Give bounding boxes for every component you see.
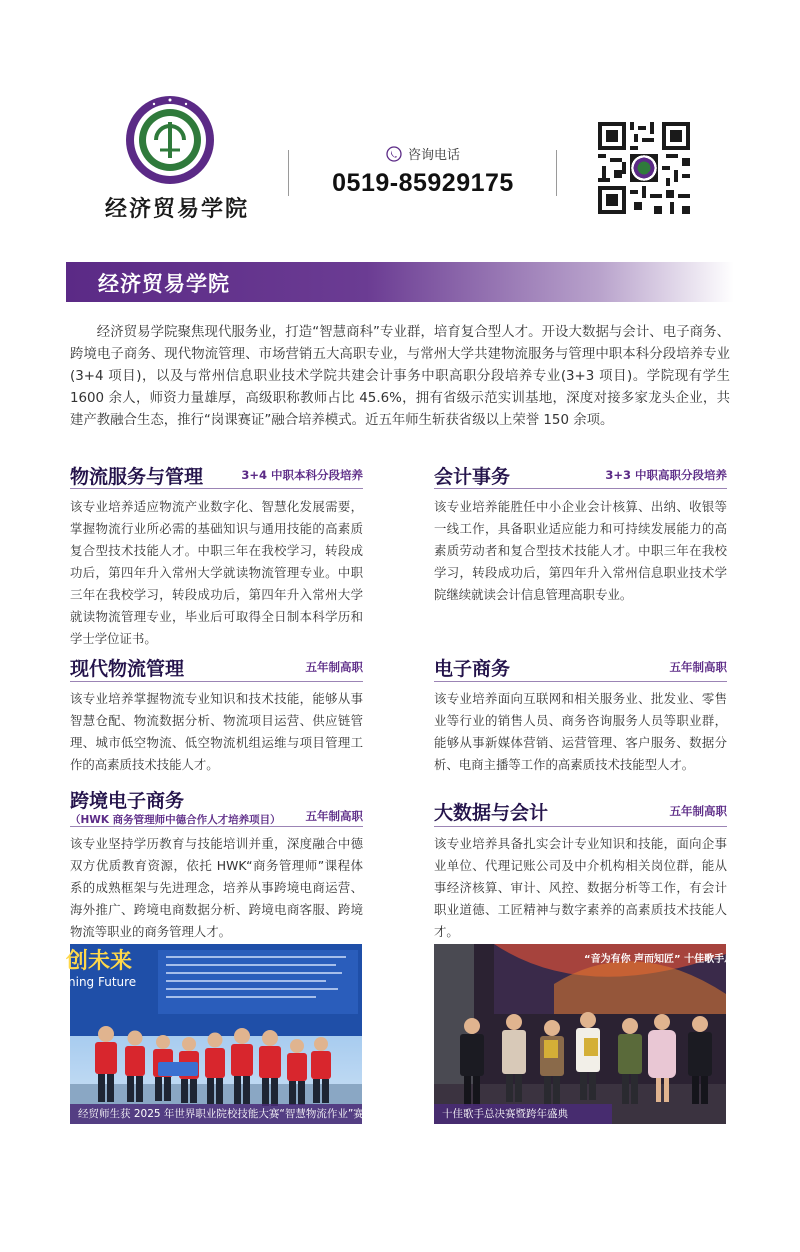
- section-big-data-accounting-header: [434, 798, 727, 828]
- logo-text: 经济贸易学院: [104, 196, 249, 222]
- backdrop-text: “音为有你 声而知匠” 十佳歌手总: [584, 954, 735, 965]
- section-tag: 3+4 中职本科分段培养: [241, 468, 363, 482]
- section-cross-border-body: 该专业坚持学历教育与技能培训并重，深度融合中德双方优质教育资源，依托 HWK“商务管理师”课程体系的成熟框架与先进理念，培养从事跨境电商运营、海外推广、跨境电商数据分析、跨境电商客服、跨境物流等职业的商务管理人才。: [70, 836, 363, 939]
- backdrop-subtext: ning Future: [68, 975, 137, 989]
- section-tag: 3+3 中职高职分段培养: [605, 468, 727, 482]
- phone-icon: [386, 146, 402, 162]
- section-title: 电子商务: [434, 658, 511, 680]
- section-divider: [70, 488, 363, 489]
- section-title: 会计事务: [434, 466, 511, 488]
- photo-caption: 经贸师生获 2025 年世界职业院校技能大赛“智慧物流作业”赛项金牌: [70, 1104, 362, 1124]
- section-tag: 五年制高职: [305, 809, 363, 823]
- section-divider: [434, 826, 727, 827]
- section-modern-logistics-body: 该专业培养掌握物流专业知识和技术技能，能够从事智慧仓配、物流数据分析、物流项目运营、供应链管理、城市低空物流、低空物流机组运维与项目管理工作的高素质技术技能人才。: [70, 691, 363, 772]
- section-divider: [70, 826, 363, 827]
- section-title: 现代物流管理: [70, 658, 185, 680]
- header-divider-right: [556, 150, 557, 196]
- phone-number[interactable]: 0519-85929175: [332, 169, 514, 197]
- school-emblem-icon: [124, 94, 216, 186]
- singer-contest-photo-illustration: [434, 944, 735, 1124]
- section-accounting-body: 该专业培养能胜任中小企业会计核算、出纳、收银等一线工作，具备职业适应能力和可持续发展能力的高素质劳动者和复合型技术技能人才。中职三年在我校学习，转段成功后，第四年升入常州信息职业技术学院继续就读会计信息管理高职专业。: [434, 499, 727, 602]
- section-modern-logistics-header: [70, 654, 363, 684]
- section-divider: [434, 681, 727, 682]
- section-ecommerce-header: [434, 654, 727, 684]
- section-subtitle: （HWK 商务管理师中德合作人才培养项目）: [70, 814, 281, 826]
- competition-photo-illustration: [66, 944, 362, 1124]
- contact-label: 咨询电话: [407, 148, 460, 163]
- backdrop-text: 创未来: [66, 949, 133, 974]
- section-ecommerce-body: 该专业培养面向互联网和相关服务业、批发业、零售业等行业的销售人员、商务咨询服务人员等职业群，能够从事新媒体营销、运营管理、客户服务、数据分析、电商主播等工作的高素质技术技能型人才。: [434, 691, 727, 772]
- section-title: 物流服务与管理: [70, 466, 204, 488]
- contact-block: [318, 144, 528, 198]
- section-big-data-accounting-body: 该专业培养具备扎实会计专业知识和技能，面向企事业单位、代理记账公司及中介机构相关岗位群，能从事经济核算、审计、风控、数据分析等工作，有会计职业道德、工匠精神与数字素养的高素质技术技能人才。: [434, 836, 727, 939]
- section-divider: [434, 488, 727, 489]
- intro-paragraph: 经济贸易学院聚焦现代服务业，打造“智慧商科”专业群，培育复合型人才。开设大数据与会计、电子商务、跨境电子商务、现代物流管理、市场营销五大高职专业，与常州大学共建物流服务与管理中职本科分段培养专业(3+4 项目)，以及与常州信息职业技术学院共建会计事务中职高职分段培养专业(3+3 项目)。学院现有学生 1600 余人，师资力量雄厚，高级职称教师占比 45.6%，拥有省级示范实训基地，深度对接多家龙头企业，共建产教融合生态，推行“岗课赛证”融合培养模式。近五年师生斩获省级以上荣誉 150 余项。: [70, 325, 730, 428]
- section-banner: [66, 262, 734, 302]
- banner-title: 经济贸易学院: [98, 272, 230, 296]
- section-divider: [70, 681, 363, 682]
- section-tag: 五年制高职: [669, 804, 727, 818]
- header-divider-left: [288, 150, 289, 196]
- section-tag: 五年制高职: [305, 660, 363, 674]
- photo-caption: 十佳歌手总决赛暨跨年盛典: [434, 1104, 612, 1124]
- qr-code-icon[interactable]: [598, 122, 690, 214]
- photo-singer-contest: [434, 944, 735, 1124]
- section-tag: 五年制高职: [669, 660, 727, 674]
- section-title: 跨境电子商务: [70, 790, 185, 812]
- section-cross-border-header: [70, 786, 363, 826]
- section-title: 大数据与会计: [434, 802, 549, 824]
- photo-skills-competition: [66, 944, 396, 1124]
- section-logistics-service-body: 该专业培养适应物流产业数字化、智慧化发展需要，掌握物流行业所必需的基础知识与通用技能的高素质复合型技术技能人才。中职三年在我校学习，转段成功后，第四年升入常州大学就读物流管理专业。中职三年在我校学习，转段成功后，第四年升入常州大学就读物流管理专业，毕业后可取得全日制本科学历和学士学位证书。: [70, 499, 363, 646]
- school-logo: [96, 92, 258, 222]
- contact-label-row: [318, 144, 528, 163]
